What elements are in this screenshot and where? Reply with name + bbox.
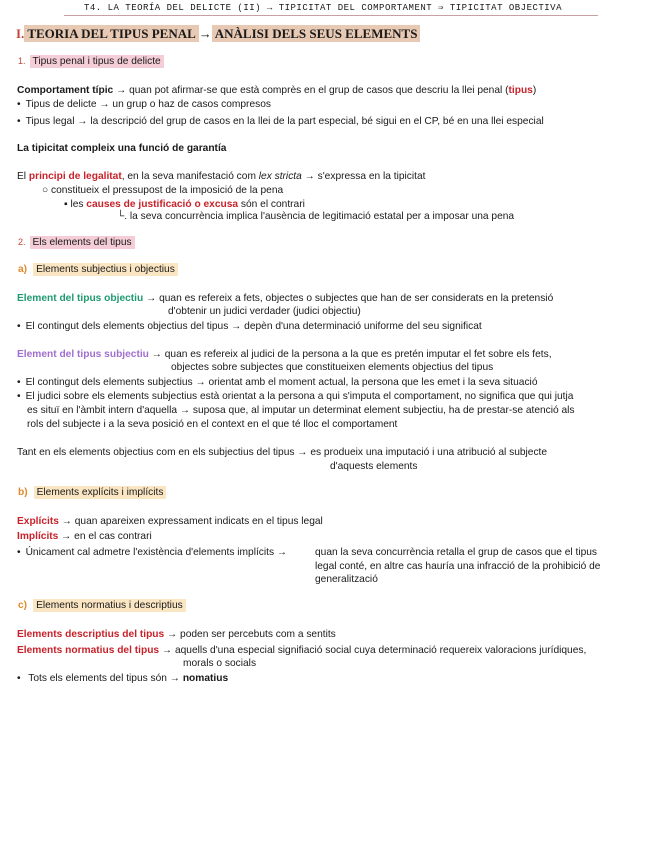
paragraph-heading: La tipicitat compleix una funció de garantía (17, 143, 227, 154)
term-highlight: Elements descriptius del tipus (17, 629, 165, 640)
text: → quan es refereix al judici de la persona a la que es pretén imputar el fet sobre els fets, (148, 349, 552, 360)
title-number: I. (16, 26, 25, 41)
title-arrow: → (198, 26, 212, 41)
term-highlight: Element del tipus subjectiu (17, 349, 149, 360)
point-letter: a) (18, 264, 28, 275)
subjective-definition-cont: objectes sobre subjectes que constitueixen elements objectius del tipus (171, 362, 494, 373)
title-main: TEORIA DEL TIPUS PENAL (24, 25, 198, 42)
bullet-item: • El judici sobre els elements subjectius està orientat a la persona a qui s'imputa el comportament, no significa que qui jutja (17, 391, 573, 402)
definition-text: → quan pot afirmar-se que està comprès en el grup de casos que descriu la llei penal ( (113, 85, 509, 96)
bullet-right-line: generalització (315, 574, 378, 585)
definition-end: ) (532, 85, 537, 96)
text: → quan apareixen expressament indicats en el tipus legal (58, 516, 323, 527)
text: → s'expressa en la tipicitat (301, 171, 426, 182)
objective-definition (17, 293, 553, 304)
text: són el contrari (238, 199, 305, 210)
subsection-2-heading (18, 237, 135, 248)
explicit-definition (17, 516, 323, 527)
section-title (16, 26, 420, 42)
bullet-item: • Tipus legal → la descripció del grup de casos en la llei de la part especial, bé sigui en el CP, bé en una llei especial (17, 116, 544, 127)
term: Comportament típic (17, 85, 114, 96)
point-c-heading (18, 600, 186, 611)
point-b-heading (18, 487, 166, 498)
term-highlight: tipus (508, 85, 533, 96)
point-letter: b) (18, 487, 28, 498)
summary-line-cont: d'aquests elements (330, 461, 418, 472)
text: → poden ser percebuts com a sentits (164, 629, 336, 640)
summary-line: Tant en els elements objectius com en els subjectius del tipus → es produeix una imputació i una atribució al subjecte (17, 447, 548, 458)
page-header: T4. LA TEORÍA DEL DELICTE (II) → TIPICITAT DEL COMPORTAMENT ⇒ TIPICITAT OBJECTIVA (84, 3, 562, 13)
subsection-label: Tipus penal i tipus de delicte (30, 55, 164, 68)
text: → aquells d'una especial signifiació social cuya determinació requereix valoracions jurídiques, (159, 645, 587, 656)
subsection-label: Els elements del tipus (30, 236, 135, 249)
bullet-right-line: legal conté, en altre cas hauría una infracció de la prohibició de (315, 561, 601, 572)
nested-item-3: └. la seva concurrència implica l'ausència de legitimació estatal per a imposar una pena (117, 211, 515, 222)
paragraph (17, 171, 425, 182)
bullet-item: • El contingut dels elements subjectius → orientat amb el moment actual, la persona que les emet i la seva situació (17, 377, 538, 388)
title-rest: ANÀLISI DELS SEUS ELEMENTS (212, 25, 421, 42)
text: Tots els elements del tipus són → (28, 673, 183, 684)
descriptive-definition (17, 629, 336, 640)
subjective-definition (17, 349, 552, 360)
nested-item-1: ○ constitueix el pressupost de la imposició de la pena (42, 185, 284, 196)
text: , en la seva manifestació com (121, 171, 259, 182)
subsection-number: 2. (18, 237, 26, 247)
normative-definition (17, 645, 586, 656)
bullet-item-cont: es situï en l'àmbit intern d'aquella → suposa que, al imputar un determinat element subjectiu, ha de prestar-se atenció als (27, 405, 575, 416)
bold-term: nomatius (182, 673, 229, 684)
text: → quan es refereix a fets, objectes o subjectes que han de ser considerats en la pretensió (143, 293, 554, 304)
term-highlight: principi de legalitat (28, 171, 122, 182)
objective-definition-cont: d'obtenir un judici verdader (judici objectiu) (168, 306, 361, 317)
point-label: Elements subjectius i objectius (33, 263, 178, 276)
implicit-definition (17, 531, 152, 542)
text: → en el cas contrari (58, 531, 152, 542)
bullet-item: • Únicament cal admetre l'existència d'elements implícits → (17, 547, 287, 558)
bullet-item (17, 673, 228, 684)
point-letter: c) (18, 600, 28, 611)
bullet-item: • El contingut dels elements objectius del tipus → depèn d'una determinació uniforme del seu significat (17, 321, 482, 332)
term-highlight: causes de justificació o excusa (86, 199, 239, 210)
definition-line (17, 85, 536, 96)
latin-term: lex stricta (258, 171, 302, 182)
point-label: Elements explícits i implícits (34, 486, 167, 499)
term-highlight: Element del tipus objectiu (17, 293, 144, 304)
subsection-number: 1. (18, 56, 26, 66)
term-highlight: Elements normatius del tipus (17, 645, 160, 656)
term-highlight: Explícits (17, 516, 59, 527)
term-highlight: Implícits (17, 531, 59, 542)
point-label: Elements normatius i descriptius (33, 599, 186, 612)
bullet-right-line: quan la seva concurrència retalla el grup de casos que el tipus (315, 547, 598, 558)
text: El (17, 171, 29, 182)
nested-item-2 (64, 199, 305, 210)
bullet-item: • Tipus de delicte → un grup o haz de casos compresos (17, 99, 271, 110)
bullet-item-cont: rols del subjecte i a la seva posició en el context en el que té lloc el comportament (27, 419, 398, 430)
subsection-1-heading (18, 56, 164, 67)
normative-definition-cont: morals o socials (183, 658, 257, 669)
header-underline (64, 15, 598, 16)
text: ▪ les (64, 199, 87, 210)
point-a-heading (18, 264, 178, 275)
